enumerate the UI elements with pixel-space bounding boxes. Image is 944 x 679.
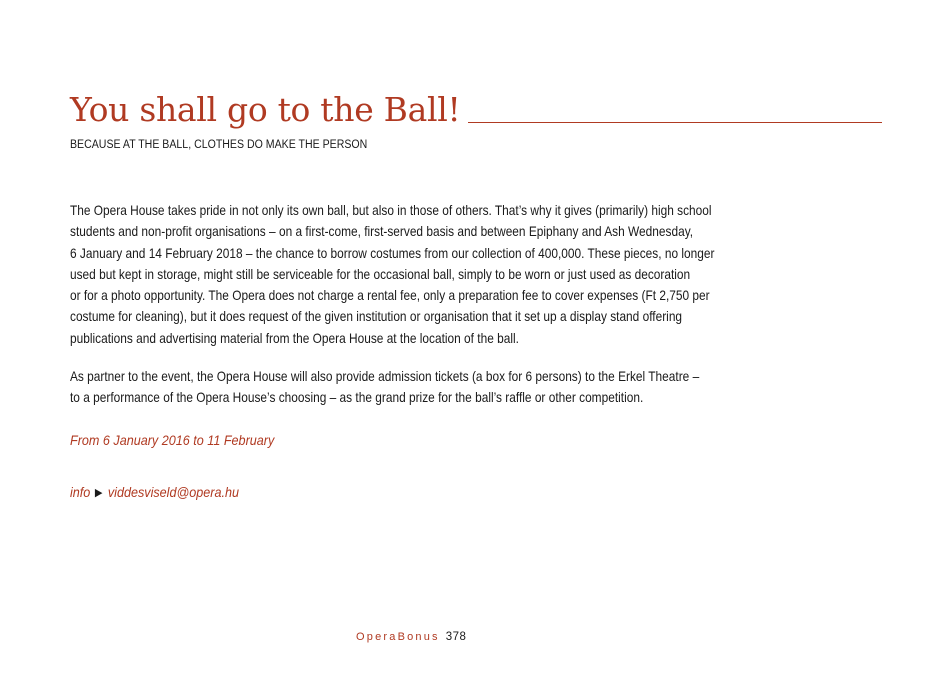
page-title: You shall go to the Ball!: [70, 90, 461, 129]
info-line: [70, 484, 239, 500]
paragraph-line: The Opera House takes pride in not only its own ball, but also in those of others. That’s why it gives (primarily) high school: [70, 203, 712, 218]
paragraph-line: students and non-profit organisations – on a first-come, first-served basis and between Epiphany and Ash Wednesday,: [70, 224, 694, 240]
page-subtitle: BECAUSE AT THE BALL, CLOTHES DO MAKE THE PERSON: [70, 139, 368, 151]
body-paragraph-1: [70, 200, 900, 349]
date-range: From 6 January 2016 to 11 February: [70, 432, 275, 448]
title-row: [70, 90, 882, 130]
arrow-right-icon: ▶: [94, 487, 103, 499]
paragraph-line: used but kept in storage, might still be serviceable for the occasional ball, simply to be worn or just used as decoration: [70, 266, 691, 282]
paragraph-line: or for a photo opportunity. The Opera does not charge a rental fee, only a preparation fee to cover expenses (Ft 2,750 per: [70, 288, 710, 304]
page-number: 378: [445, 631, 467, 643]
footer-brand: OperaBonus: [356, 631, 440, 643]
page-footer: [356, 627, 466, 645]
info-label: info: [70, 484, 91, 500]
paragraph-line: As partner to the event, the Opera House will also provide admission tickets (a box for 6 persons) to the Erkel Theatre –: [70, 369, 700, 384]
paragraph-line: to a performance of the Opera House’s choosing – as the grand prize for the ball’s raffle or other competition.: [70, 390, 644, 406]
paragraph-line: publications and advertising material from the Opera House at the location of the ball.: [70, 330, 519, 346]
paragraph-line: 6 January and 14 February 2018 – the chance to borrow costumes from our collection of 400,000. These pieces, no longer: [70, 245, 715, 261]
title-rule: [468, 122, 882, 123]
body-paragraph-2: [70, 366, 900, 409]
paragraph-line: costume for cleaning), but it does request of the given institution or organisation that it set up a display stand offering: [70, 309, 683, 325]
info-email-link[interactable]: viddesviseld@opera.hu: [107, 484, 240, 500]
